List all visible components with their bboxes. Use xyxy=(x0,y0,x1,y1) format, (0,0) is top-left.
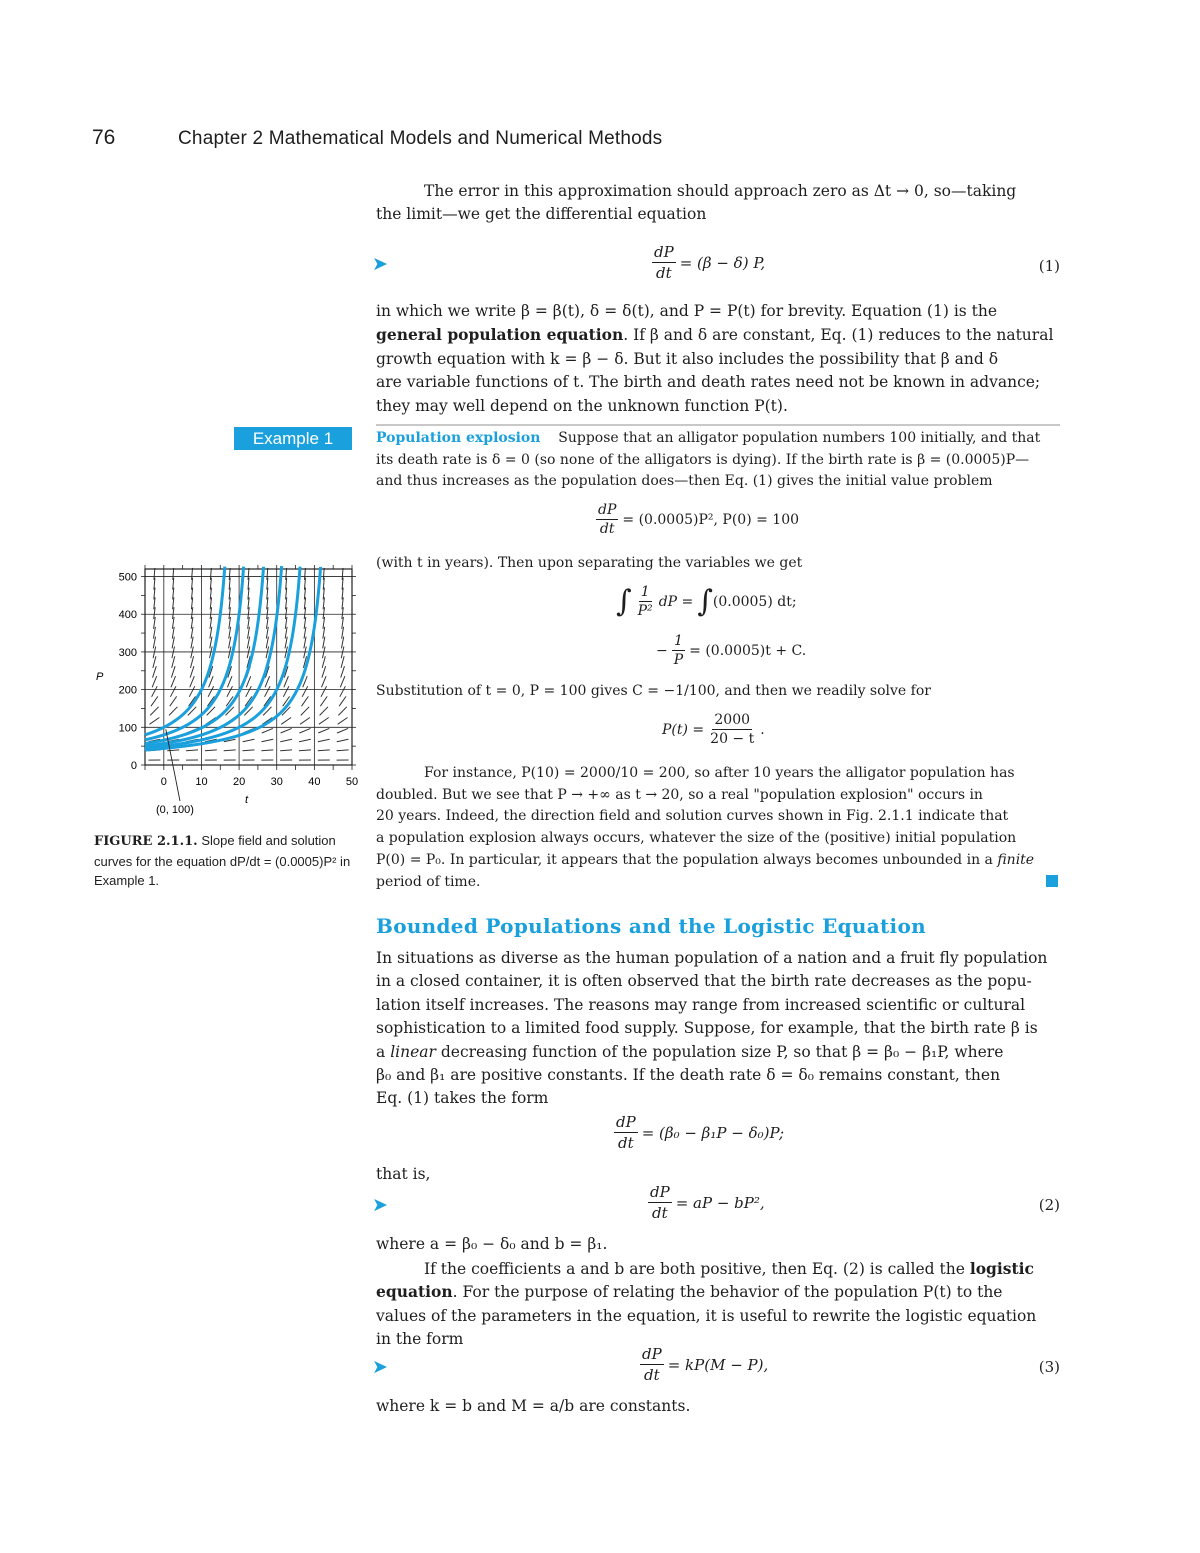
slope-segment xyxy=(189,686,195,697)
slope-segment xyxy=(337,750,349,751)
x-tick-label: 20 xyxy=(232,776,246,788)
example-label: Example 1 xyxy=(234,427,352,450)
figure-caption xyxy=(94,831,356,891)
key-equation-arrow-icon: ➤ xyxy=(372,1194,388,1216)
key-equation-arrow-icon: ➤ xyxy=(372,253,388,275)
slope-segment xyxy=(319,718,329,725)
text-span: . If β and δ are constant, Eq. (1) reduces to the natural xyxy=(623,326,1054,345)
slope-segment xyxy=(299,739,311,741)
text-line: In situations as diverse as the human population of a nation and a fruit fly population xyxy=(376,949,1048,967)
slope-segment xyxy=(321,686,327,697)
eq-numerator: dP xyxy=(642,1345,662,1363)
x-tick-label: 0 xyxy=(160,776,167,788)
equation-3 xyxy=(636,1345,768,1384)
text-line xyxy=(376,428,1060,450)
text-line: a population explosion always occurs, whatever the size of the (positive) initial population xyxy=(376,830,1017,847)
slope-segment xyxy=(205,750,217,751)
intro-paragraph xyxy=(376,180,1060,203)
solution-equation: P(t) = $\frac{2000}{20 - t}$ . xyxy=(662,712,765,747)
text-span: If the coefficients a and b are both positive, then Eq. (2) is called the xyxy=(424,1260,965,1278)
term-general-population-equation: general population equation xyxy=(376,325,624,345)
equation-number: (2) xyxy=(1038,1196,1060,1214)
integral-sign-icon: ∫ xyxy=(697,583,713,619)
slope-segment xyxy=(284,676,289,687)
eq-rhs: = aP − bP², xyxy=(675,1193,765,1212)
end-of-example-icon xyxy=(1046,875,1058,887)
x-tick-label: 40 xyxy=(308,776,321,788)
eq-rhs: (0.0005) dt; xyxy=(712,593,797,610)
section-heading: Bounded Populations and the Logistic Equation xyxy=(376,914,926,938)
eq-denominator: dt xyxy=(599,521,615,537)
eq-denominator: 20 − t xyxy=(710,731,755,747)
separate-variables-line xyxy=(376,553,1060,575)
slope-segment xyxy=(283,686,289,697)
slope-segment xyxy=(300,718,310,725)
key-equation-arrow-icon: ➤ xyxy=(372,1356,388,1378)
text-line: (with t in years). Then upon separating the variables we get xyxy=(376,555,803,571)
text-line: where k = b and M = a/b are constants. xyxy=(376,1397,691,1415)
eq-rhs: = (0.0005)t + C. xyxy=(689,642,807,659)
text-line: growth equation with k = β − δ. But it also includes the possibility that β and δ xyxy=(376,349,999,368)
slope-segment xyxy=(299,728,310,733)
eq-rhs: = (0.0005)P², P(0) = 100 xyxy=(622,511,800,528)
example-divider xyxy=(376,424,1060,426)
y-tick-label: 300 xyxy=(118,646,137,659)
explosion-paragraph-cont xyxy=(376,785,1060,894)
slope-segment xyxy=(280,750,292,751)
slope-segment xyxy=(224,750,236,751)
slope-segment xyxy=(265,676,270,687)
slope-segment xyxy=(169,707,177,716)
y-tick-label: 200 xyxy=(118,684,137,697)
eq-rhs: = (β₀ − β₁P − δ₀)P; xyxy=(641,1123,785,1142)
slope-segment xyxy=(318,728,329,733)
slope-segment xyxy=(149,718,159,725)
slope-segment xyxy=(339,696,346,706)
text-line xyxy=(376,1041,1060,1064)
equation-number: (1) xyxy=(1038,257,1060,275)
text-line: β₀ and β₁ are positive constants. If the death rate δ = δ₀ remains constant, then xyxy=(376,1066,1001,1085)
y-tick-label: 400 xyxy=(118,609,137,622)
ivp-equation xyxy=(592,502,799,537)
where-line xyxy=(376,1233,1060,1256)
text-line xyxy=(376,323,1060,347)
eq-denominator: dt xyxy=(656,264,672,282)
slope-segment xyxy=(171,676,176,687)
slope-segment xyxy=(302,696,309,706)
text-line: Eq. (1) takes the form xyxy=(376,1089,549,1108)
chapter-title: Chapter 2 Mathematical Models and Numerical Methods xyxy=(178,128,663,149)
emphasis-finite: finite xyxy=(997,851,1035,868)
text-line: doubled. But we see that P → +∞ as t → 20, so a real "population explosion" occurs in xyxy=(376,786,983,803)
eq-numerator: dP xyxy=(616,1113,636,1131)
slope-segment xyxy=(340,676,345,687)
text-line: 20 years. Indeed, the direction field and solution curves shown in Fig. 2.1.1 indicate that xyxy=(376,808,1009,825)
slope-segment xyxy=(208,686,214,697)
eq-denominator: P xyxy=(673,652,684,668)
slope-segment xyxy=(170,696,177,706)
slope-segment xyxy=(337,739,349,741)
eq-middle: dP = xyxy=(658,593,694,610)
x-tick-label: 50 xyxy=(345,776,359,788)
text-line: Substitution of t = 0, P = 100 gives C = −1/100, and then we readily solve for xyxy=(376,683,931,699)
logistic-paragraph xyxy=(376,1257,1060,1281)
slope-segment xyxy=(320,707,328,716)
slope-segment xyxy=(301,707,309,716)
eq-denominator: dt xyxy=(618,1134,634,1152)
slope-segment xyxy=(227,676,232,687)
text-line: where a = β₀ − δ₀ and b = β₁. xyxy=(376,1235,608,1253)
text-line xyxy=(376,1280,1060,1304)
text-line: that is, xyxy=(376,1165,431,1183)
text-line: period of time. xyxy=(376,873,481,890)
eq-numerator: dP xyxy=(598,502,617,518)
text-line: they may well depend on the unknown function P(t). xyxy=(376,396,788,415)
intro-line: The error in this approximation should approach zero as Δt → 0, so—taking xyxy=(424,182,1017,200)
equation-1 xyxy=(648,243,765,282)
emphasis-linear: linear xyxy=(390,1042,436,1061)
slope-segment xyxy=(167,750,179,751)
text-span: P(0) = P₀. In particular, it appears that the population always becomes unbounded in a xyxy=(376,851,993,868)
text-line: in which we write β = β(t), δ = δ(t), and P = P(t) for brevity. Equation (1) is the xyxy=(376,302,998,320)
slope-segment xyxy=(318,739,330,741)
solution-curves xyxy=(145,566,321,750)
integral-equation xyxy=(616,584,797,619)
slope-segment xyxy=(338,707,346,716)
eq-rhs: = (β − δ) P, xyxy=(679,253,766,272)
slope-segment xyxy=(186,750,198,751)
explosion-paragraph xyxy=(376,763,1060,785)
text-line xyxy=(376,850,1060,872)
x-tick-label: 10 xyxy=(195,776,208,788)
text-line: lation itself increases. The reasons may range from increased scientific or cultural xyxy=(376,995,1026,1014)
text-span: a xyxy=(376,1042,386,1061)
slope-segment xyxy=(209,676,214,687)
eq-rhs: = kP(M − P), xyxy=(667,1355,769,1374)
eq-numerator: 2000 xyxy=(714,712,751,728)
text-line: sophistication to a limited food supply. Suppose, for example, that the birth rate β is xyxy=(376,1019,1038,1038)
slope-segment xyxy=(246,686,252,697)
bounded-population-paragraph xyxy=(376,947,1060,1111)
term-equation: equation xyxy=(376,1282,453,1302)
slope-segment xyxy=(338,718,348,725)
point-annotation: (0, 100) xyxy=(156,804,194,816)
text-line: its death rate is δ = 0 (so none of the alligators is dying). If the birth rate is β = (0.0005)P— xyxy=(376,451,1030,468)
equation-number: (3) xyxy=(1038,1358,1060,1376)
where-line-final xyxy=(376,1395,1060,1418)
slope-segment xyxy=(152,676,157,687)
slope-segment xyxy=(152,686,158,697)
page-number: 76 xyxy=(92,126,116,149)
intro-line: the limit—we get the differential equation xyxy=(376,205,707,223)
slope-segment xyxy=(302,686,308,697)
eq-numerator: 1 xyxy=(673,633,683,649)
text-span: Suppose that an alligator population numbers 100 initially, and that xyxy=(558,430,1041,446)
figure-caption-text: Slope field and solution curves for the equation dP/dt = (0.0005)P² in Example 1. xyxy=(94,833,351,888)
solution-curve xyxy=(145,567,264,744)
eq-denominator: dt xyxy=(652,1204,668,1222)
eq-denominator: dt xyxy=(644,1366,660,1384)
x-axis-label: t xyxy=(245,794,249,806)
text-line xyxy=(376,1257,1060,1281)
y-tick-label: 0 xyxy=(130,760,137,772)
text-line: For instance, P(10) = 2000/10 = 200, so after 10 years the alligator population has xyxy=(424,765,1015,781)
slope-segment xyxy=(262,728,273,733)
slope-segment xyxy=(318,750,330,751)
slope-segment xyxy=(320,696,327,706)
slope-segment xyxy=(243,739,255,741)
term-logistic: logistic xyxy=(969,1259,1034,1278)
slope-segment xyxy=(340,686,346,697)
slope-segment xyxy=(261,739,273,741)
reciprocal-equation: − $\frac{1}{P}$ = (0.0005)t + C. xyxy=(656,633,807,668)
y-tick-label: 100 xyxy=(118,722,137,735)
slope-segment xyxy=(151,696,158,706)
slope-segment xyxy=(281,728,292,733)
text-line: in the form xyxy=(376,1330,464,1349)
substituted-equation xyxy=(610,1113,784,1152)
slope-segment xyxy=(170,686,176,697)
paragraph-general-population xyxy=(376,300,1060,418)
slope-segment xyxy=(265,686,271,697)
eq-denominator: P² xyxy=(637,603,653,619)
equation-2 xyxy=(644,1183,765,1222)
slope-segment xyxy=(280,739,292,741)
eq-lhs: P(t) = xyxy=(662,721,705,738)
text-line: and thus increases as the population does—then Eq. (1) gives the initial value problem xyxy=(376,473,993,490)
slope-segment xyxy=(322,676,327,687)
text-line: in a closed container, it is often observed that the birth rate decreases as the popu- xyxy=(376,972,1032,991)
slope-segment xyxy=(337,728,348,733)
y-tick-label: 500 xyxy=(118,571,137,584)
text-line: values of the parameters in the equation, it is useful to rewrite the logistic equation xyxy=(376,1306,1037,1325)
eq-numerator: 1 xyxy=(640,584,650,600)
example-title: Population explosion xyxy=(376,430,541,446)
text-line: are variable functions of t. The birth and death rates need not be known in advance; xyxy=(376,373,1041,392)
eq-numerator: dP xyxy=(654,243,674,261)
substitution-line xyxy=(376,681,1060,703)
text-span: . For the purpose of relating the behavior of the population P(t) to the xyxy=(452,1283,1003,1302)
eq-numerator: dP xyxy=(650,1183,670,1201)
slope-segment xyxy=(150,707,158,716)
slope-segment xyxy=(190,676,195,687)
slope-segment xyxy=(299,750,311,751)
logistic-paragraph-cont xyxy=(376,1280,1060,1351)
y-axis-label: P xyxy=(96,671,104,683)
slope-segment xyxy=(227,686,233,697)
intro-paragraph-cont xyxy=(376,203,1060,226)
slope-segment xyxy=(261,750,273,751)
x-tick-label: 30 xyxy=(270,776,283,788)
slope-segment xyxy=(243,750,255,751)
solution-curve xyxy=(145,567,244,740)
figure-caption-label: FIGURE 2.1.1. xyxy=(94,834,198,849)
integral-sign-icon: ∫ xyxy=(616,583,632,619)
slope-segment xyxy=(281,718,291,725)
example-paragraph xyxy=(376,428,1060,493)
text-span: decreasing function of the population size P, so that β = β₀ − β₁P, where xyxy=(440,1042,1004,1061)
slope-field-figure xyxy=(80,555,370,825)
